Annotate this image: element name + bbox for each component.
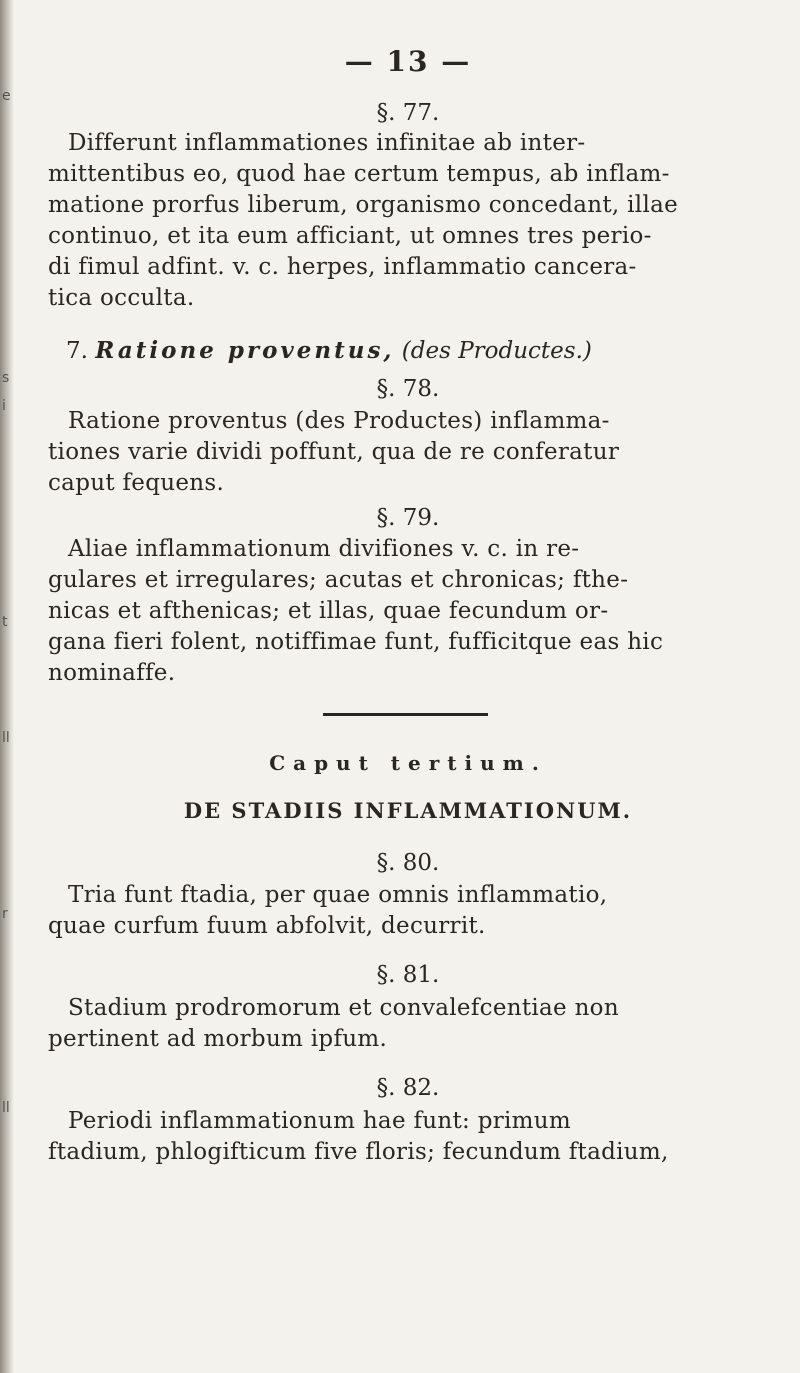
paragraph-79-line-5: nominaffe. [48,660,176,686]
paragraph-82-line-2: ftadium, phlogifticum five floris; fecundum ftadium, [48,1139,669,1165]
paragraph-79-line-3: nicas et afthenicas; et illas, quae fecundum or- [48,598,609,624]
paragraph-79-line-4: gana fieri folent, notiffimae funt, fufficitque eas hic [48,629,664,655]
edge-letter: r [2,906,8,922]
paragraph-78-line-3: caput fequens. [48,470,225,496]
edge-letter: e [2,88,11,104]
subsection-title: Ratione proventus, [95,337,395,364]
edge-letter: s [2,370,10,386]
edge-letter: ll [2,730,10,746]
subsection-number: 7. [66,338,88,364]
section-heading-79: §. 79. [376,505,440,531]
paragraph-80-line-1: Tria funt ftadia, per quae omnis inflammatio, [68,882,608,908]
paragraph-77-line-6: tica occulta. [48,285,195,311]
section-divider [323,713,488,716]
section-heading-77: §. 77. [376,100,440,126]
paragraph-77-line-1: Differunt inflammationes infinitae ab inter- [68,130,586,156]
paragraph-77-line-2: mittentibus eo, quod hae certum tempus, ab inflam- [48,161,670,187]
paragraph-79-line-2: gulares et irregulares; acutas et chronicas; fthe- [48,567,629,593]
paragraph-79-line-1: Aliae inflammationum divifiones v. c. in re- [68,536,580,562]
edge-letter: ll [2,1100,10,1116]
section-heading-81: §. 81. [376,962,440,988]
subsection-german: (des Productes.) [401,338,592,364]
chapter-subtitle: DE STADIIS INFLAMMATIONUM. [183,798,633,823]
binding-edge [0,0,14,1373]
paragraph-77-line-3: matione prorfus liberum, organismo concedant, illae [48,192,679,218]
edge-letter: t [2,614,8,630]
paragraph-77-line-5: di fimul adfint. v. c. herpes, inflammatio cancera- [48,254,637,280]
subsection-heading [66,335,786,367]
page-number: — 13 — [344,45,472,78]
paragraph-78-line-2: tiones varie dividi poffunt, qua de re conferatur [48,439,620,465]
chapter-title: Caput tertium. [269,751,547,775]
section-heading-82: §. 82. [376,1075,440,1101]
paragraph-78-line-1: Ratione proventus (des Productes) inflamma- [68,408,610,434]
paragraph-80-line-2: quae curfum fuum abfolvit, decurrit. [48,913,486,939]
section-heading-80: §. 80. [376,850,440,876]
paragraph-77-line-4: continuo, et ita eum afficiant, ut omnes tres perio- [48,223,652,249]
paragraph-82-line-1: Periodi inflammationum hae funt: primum [68,1108,572,1134]
paragraph-81-line-2: pertinent ad morbum ipfum. [48,1026,388,1052]
edge-letter: i [2,398,6,414]
paragraph-81-line-1: Stadium prodromorum et convalefcentiae non [68,995,619,1021]
section-heading-78: §. 78. [376,376,440,402]
